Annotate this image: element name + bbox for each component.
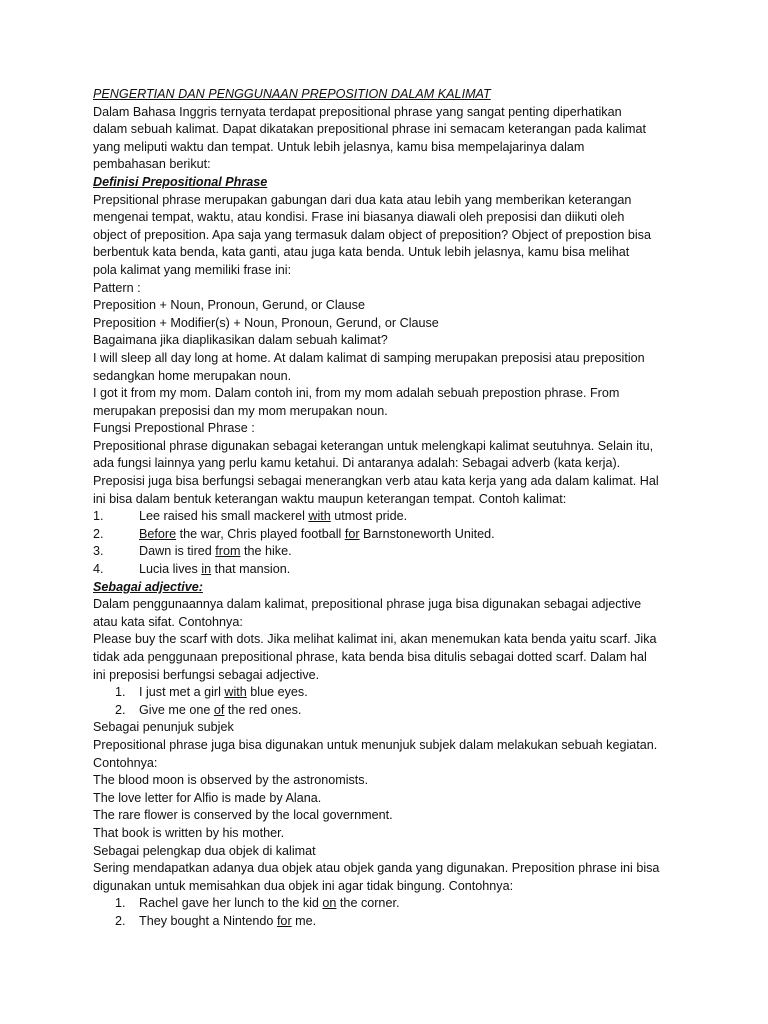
preposition: with xyxy=(224,685,247,700)
list-item xyxy=(93,684,683,702)
preposition: with xyxy=(308,509,331,524)
document-page xyxy=(93,86,683,931)
text-line: ini preposisi berfungsi sebagai adjective. xyxy=(93,667,320,682)
text-span: Give me one xyxy=(139,702,214,717)
text-span: Rachel gave her lunch to the kid xyxy=(139,896,323,911)
text-line: Pattern : xyxy=(93,280,141,295)
text-line: dalam sebuah kalimat. Dapat dikatakan prepositional phrase ini semacam keterangan pada kalimat xyxy=(93,122,647,137)
list-item xyxy=(93,913,683,931)
section-heading-definisi: Definisi Prepositional Phrase xyxy=(93,174,268,189)
text-span: They bought a Nintendo xyxy=(139,913,277,928)
text-line: Bagaimana jika diaplikasikan dalam sebuah kalimat? xyxy=(93,333,388,348)
text-line: Fungsi Prepostional Phrase : xyxy=(93,421,255,436)
document-title: PENGERTIAN DAN PENGGUNAAN PREPOSITION DALAM KALIMAT xyxy=(93,87,491,101)
text-line: object of preposition. Apa saja yang termasuk dalam object of preposition? Object of prepostion bisa xyxy=(93,227,651,242)
text-line: Preposisi juga bisa berfungsi sebagai menerangkan verb atau kata kerja yang ada dalam kalimat. Hal xyxy=(93,474,659,489)
list-item xyxy=(93,526,683,544)
text-span: I just met a girl xyxy=(139,685,225,700)
text-line: Sebagai penunjuk subjek xyxy=(93,720,234,735)
preposition: for xyxy=(344,526,360,541)
list-text xyxy=(139,508,407,526)
list-text xyxy=(139,913,316,931)
text-line: ini bisa dalam bentuk keterangan waktu maupun keterangan tempat. Contoh kalimat: xyxy=(93,491,567,506)
list-number: 2. xyxy=(115,913,126,928)
text-line: Preposition + Modifier(s) + Noun, Pronoun, Gerund, or Clause xyxy=(93,315,439,330)
objek-example-list xyxy=(93,895,683,930)
text-line: The rare flower is conserved by the local government. xyxy=(93,808,393,823)
text-span: the hike. xyxy=(240,544,292,559)
adjective-section xyxy=(93,596,683,684)
preposition: of xyxy=(213,702,225,717)
text-line: atau kata sifat. Contohnya: xyxy=(93,614,243,629)
text-line: tidak ada penggunaan prepositional phrase, kata benda bisa ditulis sebagai dotted scarf. Dalam hal xyxy=(93,650,647,664)
list-text xyxy=(139,543,292,561)
text-span: Dawn is tired xyxy=(139,544,216,559)
text-line: Sebagai pelengkap dua objek di kalimat xyxy=(93,843,316,858)
text-line: That book is written by his mother. xyxy=(93,825,285,840)
text-line: I got it from my mom. Dalam contoh ini, from my mom adalah sebuah prepostion phrase. From xyxy=(93,386,620,401)
text-line: I will sleep all day long at home. At dalam kalimat di samping merupakan preposisi atau preposition xyxy=(93,350,645,365)
list-text xyxy=(139,526,495,544)
list-number: 1. xyxy=(115,896,126,911)
list-number: 2. xyxy=(93,526,104,541)
section-heading-adjective: Sebagai adjective: xyxy=(93,579,203,594)
list-item xyxy=(93,895,683,913)
adjective-example-list xyxy=(93,684,683,719)
preposition: in xyxy=(201,562,212,577)
preposition: on xyxy=(322,896,337,911)
preposition: Before xyxy=(139,526,177,541)
text-line: Dalam Bahasa Inggris ternyata terdapat prepositional phrase yang sangat penting diperhatikan xyxy=(93,104,622,119)
text-line: Preposition + Noun, Pronoun, Gerund, or Clause xyxy=(93,298,365,313)
text-span: Barnstoneworth United. xyxy=(359,526,495,541)
list-number: 1. xyxy=(93,509,104,524)
text-line: Contohnya: xyxy=(93,755,158,770)
list-text xyxy=(139,895,399,913)
definisi-section xyxy=(93,192,683,509)
text-span: Lee raised his small mackerel xyxy=(139,509,309,524)
text-span: me. xyxy=(291,913,317,928)
text-line: merupakan preposisi dan my mom merupakan noun. xyxy=(93,403,388,418)
text-line: berbentuk kata benda, kata ganti, atau juga kata benda. Untuk lebih jelasnya, kamu bisa melihat xyxy=(93,245,630,260)
text-line: ada fungsi lainnya yang perlu kamu ketahui. Di antaranya adalah: Sebagai adverb (kata kerja). xyxy=(93,456,621,471)
text-line: Prepositional phrase juga bisa digunakan untuk menunjuk subjek dalam melakukan sebuah kegiatan. xyxy=(93,737,658,752)
list-text xyxy=(139,702,301,720)
text-span: the red ones. xyxy=(224,702,302,717)
text-span: the war, Chris played football xyxy=(176,526,345,541)
text-line: mengenai tempat, waktu, atau kondisi. Frase ini biasanya diawali oleh preposisi dan diikuti oleh xyxy=(93,210,625,225)
list-number: 1. xyxy=(115,685,126,700)
text-line: digunakan untuk memisahkan dua objek ini agar tidak bingung. Contohnya: xyxy=(93,878,514,893)
text-line: Please buy the scarf with dots. Jika melihat kalimat ini, akan menemukan kata benda yaitu scarf. Jika xyxy=(93,632,657,647)
text-line: pola kalimat yang memiliki frase ini: xyxy=(93,262,292,277)
text-line: sedangkan home merupakan noun. xyxy=(93,368,292,383)
list-item xyxy=(93,508,683,526)
list-text xyxy=(139,684,308,702)
text-line: Sering mendapatkan adanya dua objek atau objek ganda yang digunakan. Preposition phrase ini bisa xyxy=(93,861,660,876)
text-line: yang meliputi waktu dan tempat. Untuk lebih jelasnya, kamu bisa mempelajarinya dalam xyxy=(93,139,585,154)
text-line: pembahasan berikut: xyxy=(93,157,211,172)
text-line: The love letter for Alfio is made by Alana. xyxy=(93,790,322,805)
preposition: for xyxy=(276,913,292,928)
list-number: 2. xyxy=(115,702,126,717)
adverb-example-list xyxy=(93,508,683,578)
subjek-section xyxy=(93,719,683,895)
text-line: The blood moon is observed by the astronomists. xyxy=(93,773,369,788)
list-item xyxy=(93,543,683,561)
text-line: Prepsitional phrase merupakan gabungan dari dua kata atau lebih yang memberikan keterangan xyxy=(93,192,632,207)
text-line: Prepositional phrase digunakan sebagai keterangan untuk melengkapi kalimat seutuhnya. Selain itu, xyxy=(93,438,654,453)
list-number: 3. xyxy=(93,544,104,559)
text-span: Lucia lives xyxy=(139,562,202,577)
text-span: blue eyes. xyxy=(246,685,308,700)
intro-paragraph xyxy=(93,104,683,174)
text-span: utmost pride. xyxy=(330,509,408,524)
preposition: from xyxy=(215,544,241,559)
text-span: that mansion. xyxy=(211,562,291,577)
text-span: the corner. xyxy=(336,896,400,911)
list-item xyxy=(93,561,683,579)
text-line: Dalam penggunaannya dalam kalimat, prepositional phrase juga bisa digunakan sebagai adjective xyxy=(93,597,642,612)
list-number: 4. xyxy=(93,562,104,577)
list-item xyxy=(93,702,683,720)
list-text xyxy=(139,561,290,579)
